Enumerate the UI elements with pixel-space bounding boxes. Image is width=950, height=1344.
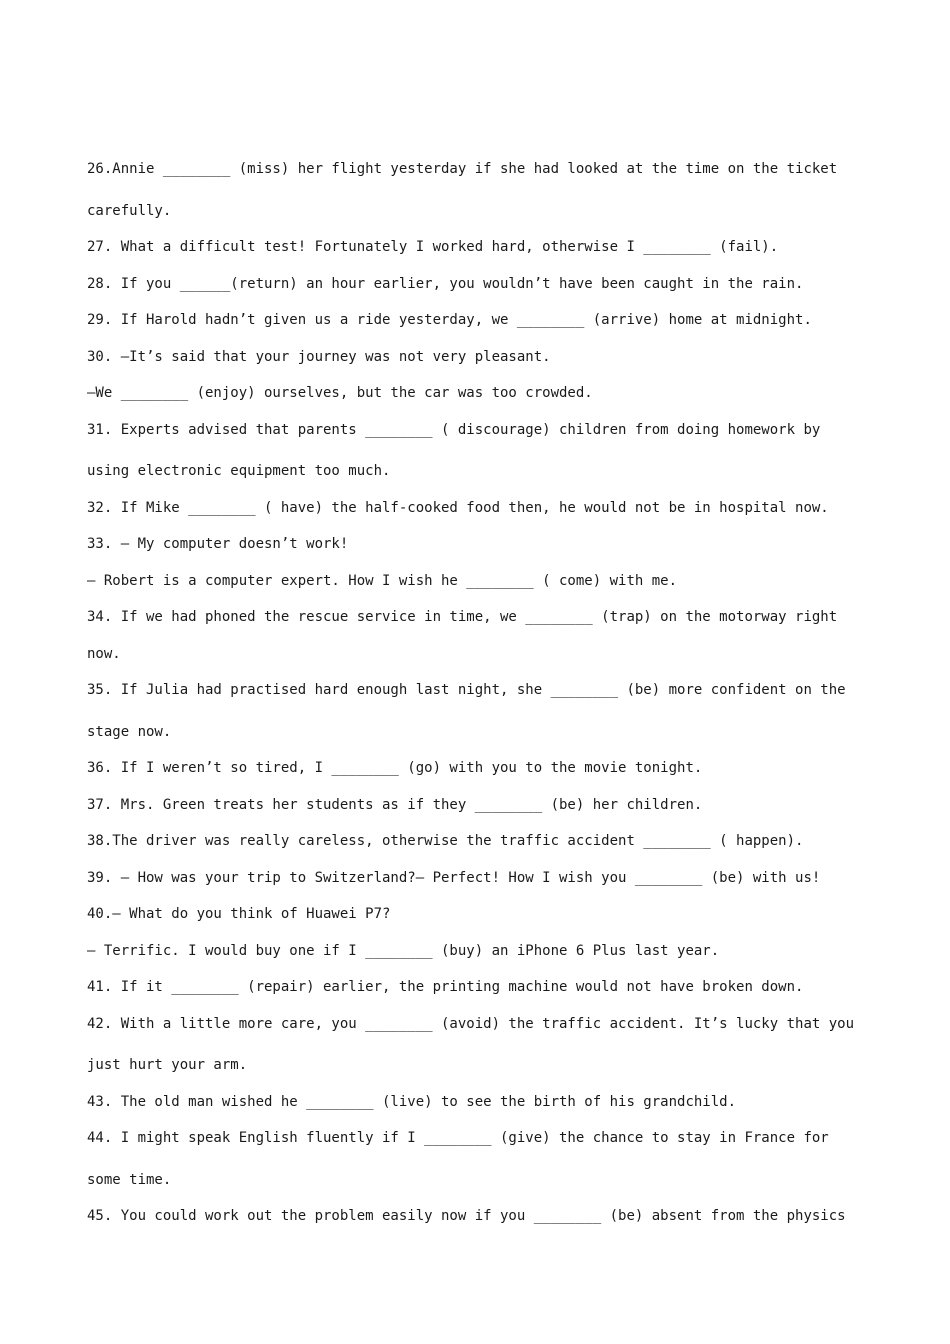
exercise-page bbox=[87, 156, 877, 1240]
exercise-line: now. bbox=[87, 645, 121, 662]
exercise-line: — Terrific. I would buy one if I ________ (buy) an iPhone 6 Plus last year. bbox=[87, 942, 720, 959]
exercise-line: —We ________ (enjoy) ourselves, but the car was too crowded. bbox=[87, 385, 593, 401]
exercise-line: 27. What a difficult test! Fortunately I worked hard, otherwise I ________ (fail). bbox=[87, 239, 779, 255]
exercise-line: 38.The driver was really careless, otherwise the traffic accident ________ ( happen). bbox=[87, 833, 804, 849]
exercise-line: 44. I might speak English fluently if I ________ (give) the chance to stay in France for bbox=[87, 1130, 829, 1146]
exercise-line: 29. If Harold hadn’t given us a ride yesterday, we ________ (arrive) home at midnight. bbox=[87, 312, 812, 328]
exercise-line: 43. The old man wished he ________ (live) to see the birth of his grandchild. bbox=[87, 1093, 737, 1110]
exercise-line: stage now. bbox=[87, 723, 172, 740]
exercise-line: 40.— What do you think of Huawei P7? bbox=[87, 906, 391, 922]
exercise-line: 35. If Julia had practised hard enough last night, she ________ (be) more confident on the bbox=[87, 682, 846, 698]
exercise-line: 37. Mrs. Green treats her students as if they ________ (be) her children. bbox=[87, 796, 703, 813]
exercise-line: 34. If we had phoned the rescue service in time, we ________ (trap) on the motorway right bbox=[87, 609, 838, 625]
exercise-line: carefully. bbox=[87, 202, 172, 219]
exercise-line: 32. If Mike ________ ( have) the half-cooked food then, he would not be in hospital now. bbox=[87, 499, 829, 516]
exercise-line: 26.Annie ________ (miss) her flight yesterday if she had looked at the time on the ticket bbox=[87, 161, 838, 177]
exercise-line: 41. If it ________ (repair) earlier, the printing machine would not have broken down. bbox=[87, 979, 804, 995]
exercise-line: 31. Experts advised that parents ________ ( discourage) children from doing homework by bbox=[87, 421, 821, 438]
exercise-line: using electronic equipment too much. bbox=[87, 463, 391, 479]
exercise-line: — Robert is a computer expert. How I wish he ________ ( come) with me. bbox=[87, 572, 678, 589]
exercise-line: 36. If I weren’t so tired, I ________ (go) with you to the movie tonight. bbox=[87, 760, 703, 776]
exercise-line: 28. If you ______(return) an hour earlier, you wouldn’t have been caught in the rain. bbox=[87, 275, 804, 292]
exercise-line: 45. You could work out the problem easily now if you ________ (be) absent from the physics bbox=[87, 1208, 846, 1224]
exercise-line: 42. With a little more care, you ________ (avoid) the traffic accident. It’s lucky that you bbox=[87, 1015, 855, 1032]
exercise-line: 39. — How was your trip to Switzerland?— Perfect! How I wish you ________ (be) with us! bbox=[87, 869, 821, 886]
exercise-line: just hurt your arm. bbox=[87, 1057, 248, 1073]
exercise-line: 33. — My computer doesn’t work! bbox=[87, 536, 349, 552]
exercise-line: 30. —It’s said that your journey was not very pleasant. bbox=[87, 348, 551, 365]
exercise-line: some time. bbox=[87, 1171, 172, 1188]
